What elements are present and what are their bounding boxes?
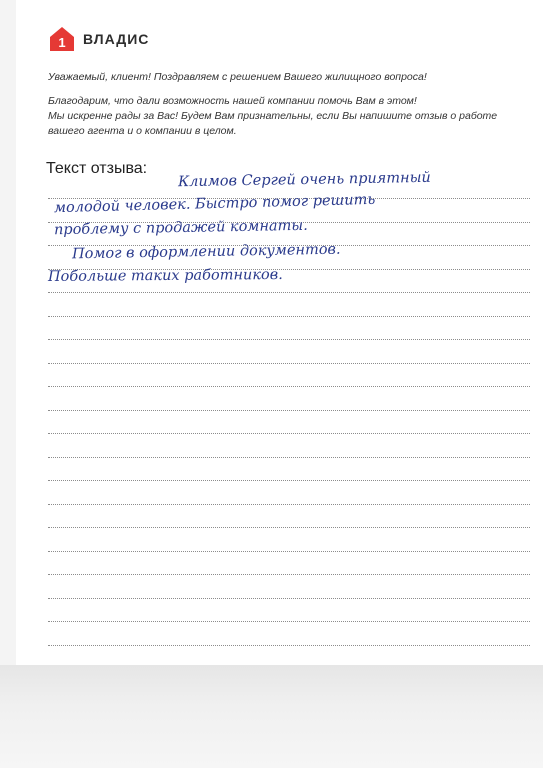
house-logo-icon xyxy=(49,26,75,52)
review-text-label: Текст отзыва: xyxy=(46,160,148,177)
ruled-line xyxy=(48,527,530,528)
brand-logo xyxy=(49,26,149,52)
brand-name: ВЛАДИС xyxy=(83,31,150,47)
handwritten-line-4: Помог в оформлении документов. xyxy=(71,241,341,263)
handwritten-line-3: проблему с продажей комнаты. xyxy=(53,217,308,239)
ruled-line xyxy=(48,574,530,575)
intro-request-cont: вашего агента и о компании в целом. xyxy=(48,125,237,137)
intro-request: Мы искренне рады за Вас! Будем Вам признательны, если Вы напишите отзыв о работе xyxy=(48,110,498,122)
ruled-line xyxy=(48,339,530,340)
handwritten-line-1: Климов Сергей очень приятный xyxy=(177,169,431,191)
ruled-line xyxy=(48,363,530,364)
ruled-line xyxy=(48,433,530,434)
ruled-line xyxy=(48,598,530,599)
ruled-line xyxy=(48,410,530,411)
ruled-line xyxy=(48,551,530,552)
svg-text:1: 1 xyxy=(58,35,66,50)
ruled-line xyxy=(48,621,530,622)
ruled-line xyxy=(48,504,530,505)
ruled-line xyxy=(48,480,530,481)
handwritten-line-5: Побольше таких работников. xyxy=(47,266,283,286)
intro-thanks: Благодарим, что дали возможность нашей компании помочь Вам в этом! xyxy=(48,95,417,107)
ruled-line xyxy=(48,316,530,317)
intro-congrats: Уважаемый, клиент! Поздравляем с решением Вашего жилищного вопроса! xyxy=(48,71,427,83)
handwritten-line-2: молодой человек. Быстро помог решить xyxy=(53,191,376,217)
ruled-line xyxy=(48,645,530,646)
ruled-line xyxy=(48,292,530,293)
ruled-line xyxy=(48,386,530,387)
ruled-line xyxy=(48,457,530,458)
page-bottom-shadow xyxy=(0,665,543,768)
